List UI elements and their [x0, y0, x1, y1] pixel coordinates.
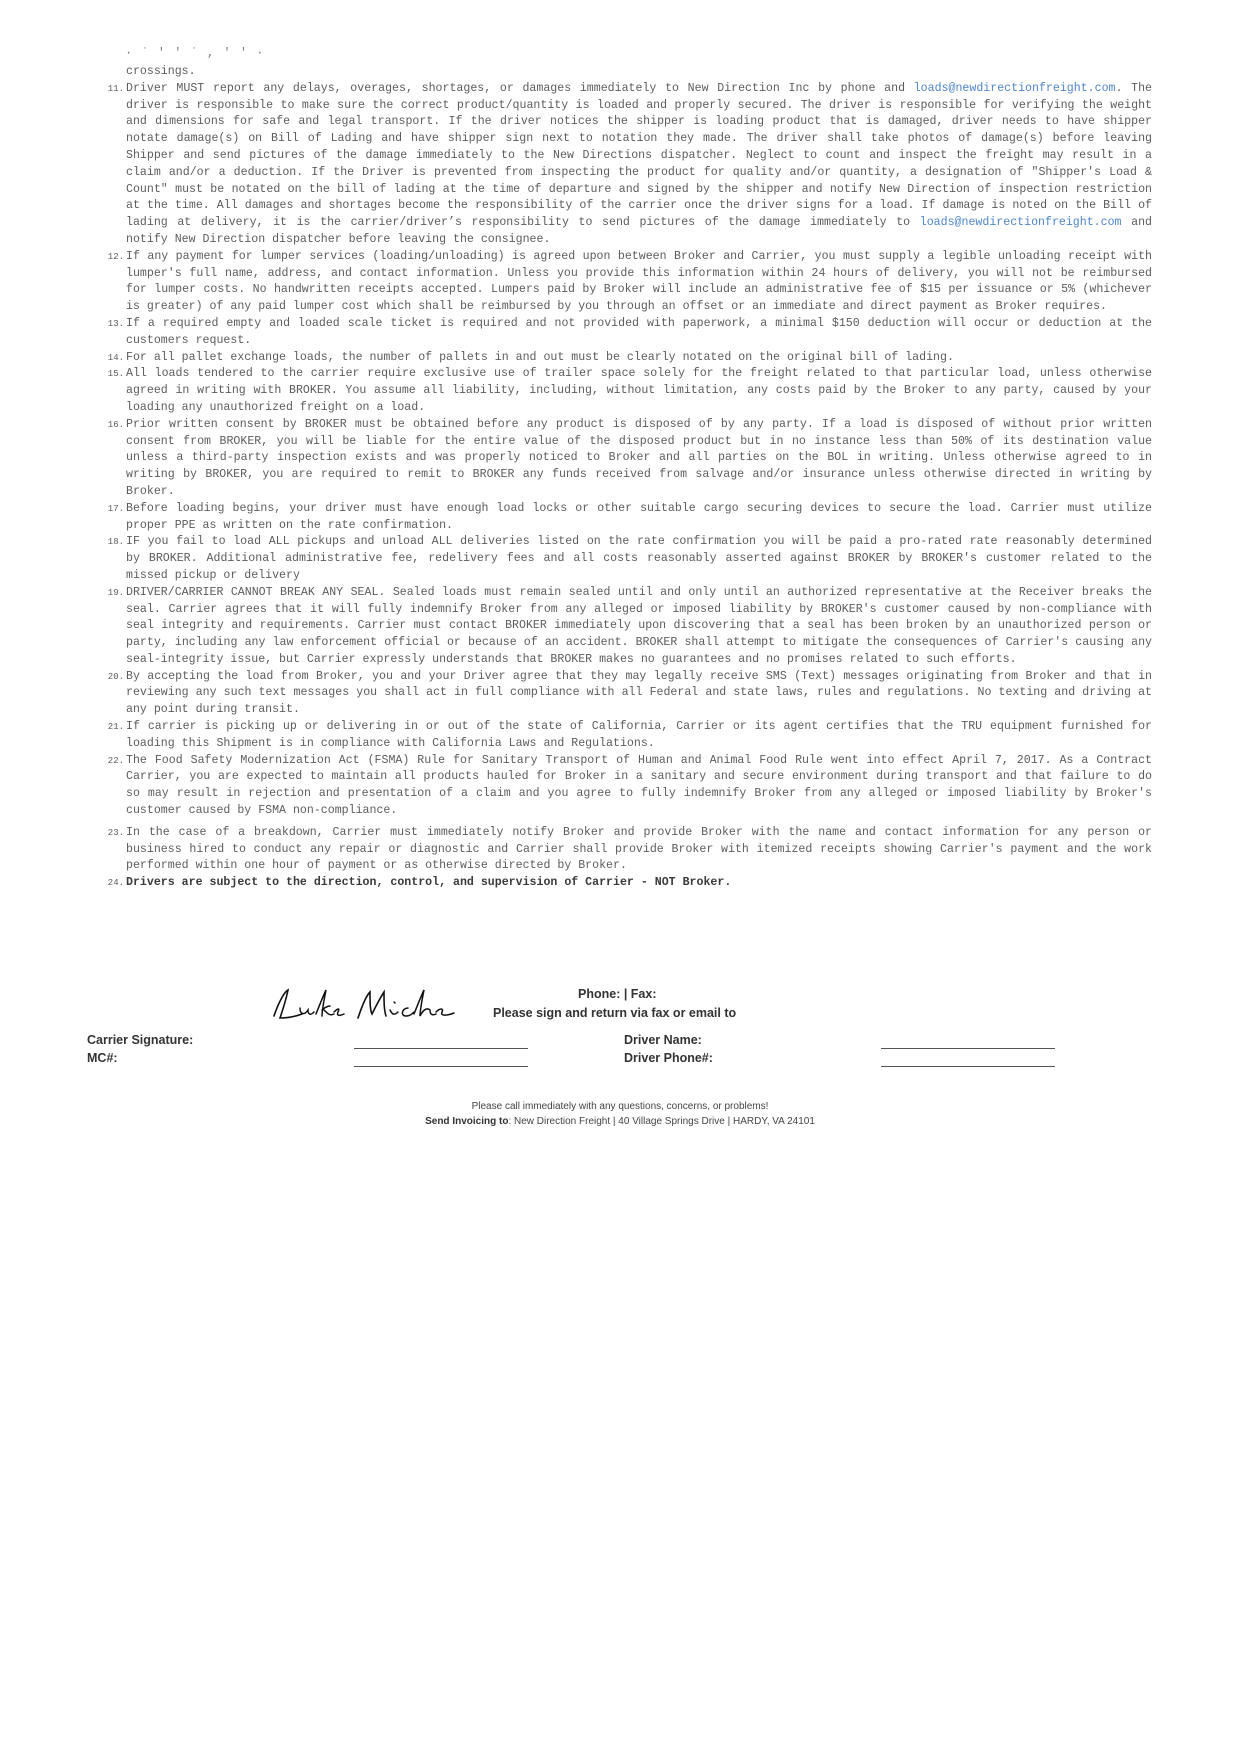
term-number: 24.	[107, 878, 124, 889]
term-text	[126, 82, 1152, 246]
driver-phone-line[interactable]	[881, 1066, 1055, 1067]
term-item	[107, 417, 1152, 501]
term-text-segment: For all pallet exchange loads, the number of pallets in and out must be clearly notated on the original bill of lading.	[126, 350, 954, 364]
driver-name-label: Driver Name:	[624, 1033, 702, 1047]
mc-line[interactable]	[354, 1066, 528, 1067]
term-text	[126, 876, 731, 889]
term-item	[107, 825, 1152, 875]
footer-invoice	[0, 1116, 1240, 1127]
term-number: 17.	[107, 503, 124, 514]
term-number: 16.	[107, 419, 124, 430]
term-text	[126, 418, 1152, 498]
term-text-segment: The Food Safety Modernization Act (FSMA) Rule for Sanitary Transport of Human and Animal Food Rule went into effect April 7, 2017. As a Contract Carrier, you are expected to maintain all products hauled for Broker in a sanitary and secure environment during transport and that failure to do so may result in rejection and presentation of a claim and you agree to fully indemnify Broker from any alleged or imposed liability by Broker's customer caused by FSMA non-compliance.	[126, 753, 1152, 818]
term-item	[107, 501, 1152, 535]
term-item	[107, 316, 1152, 350]
term-number: 23.	[107, 827, 124, 838]
invoice-label: Send Invoicing to	[425, 1116, 509, 1127]
driver-phone-label: Driver Phone#:	[624, 1051, 713, 1065]
term-item	[107, 669, 1152, 719]
continued-text: crossings.	[126, 65, 196, 78]
term-text-segment: By accepting the load from Broker, you and your Driver agree that they may legally receive SMS (Text) messages originating from Broker and that in reviewing any such text messages you shall act in full compliance with all Federal and state laws, rules and regulations. No texting and driving at any point during transit.	[126, 669, 1152, 717]
invoice-address: : New Direction Freight | 40 Village Springs Drive | HARDY, VA 24101	[508, 1116, 815, 1127]
term-item	[107, 81, 1152, 249]
term-text	[126, 351, 954, 364]
email-link[interactable]: loads@newdirectionfreight.com	[913, 81, 1116, 95]
term-text	[126, 826, 1152, 873]
terms-container	[0, 81, 1240, 892]
term-text	[126, 670, 1152, 717]
phone-fax-text: Phone: | Fax:	[578, 987, 657, 1001]
term-text-segment: Before loading begins, your driver must have enough load locks or other suitable cargo securing devices to secure the load. Carrier must utilize proper PPE as written on the rate confirmation.	[126, 501, 1152, 532]
email-link[interactable]: loads@newdirectionfreight.com	[919, 216, 1122, 230]
term-text-segment: If carrier is picking up or delivering in or out of the state of California, Carrier or its agent certifies that the TRU equipment furnished for loading this Shipment is in compliance with California Laws and Regulations.	[126, 720, 1152, 750]
term-number: 21.	[107, 722, 124, 733]
term-text-segment: IF you fail to load ALL pickups and unload ALL deliveries listed on the rate confirmation you will be paid a pro-rated rate reasonably determined by BROKER. Additional administrative fee, redelivery fees and all costs reasonably asserted against BROKER by BROKER's customer related to the missed pickup or delivery	[126, 535, 1152, 582]
handwritten-signature	[264, 980, 464, 1028]
term-text	[126, 367, 1152, 414]
term-text-segment: All loads tendered to the carrier require exclusive use of trailer space solely for the freight related to that particular load, unless otherwise agreed in writing with BROKER. You assume all liability, including, without limitation, any costs paid by the Broker to any party, caused by your loading any unauthorized freight on a load.	[126, 367, 1152, 414]
terms-list	[0, 64, 1240, 892]
term-item	[107, 719, 1152, 753]
term-number: 11.	[107, 83, 124, 94]
cutoff-text-line: · ˙ ' ' ˙ , ' ' ·	[125, 46, 265, 60]
carrier-signature-line[interactable]	[354, 1048, 528, 1049]
term-text-segment: and notify New Direction dispatcher before leaving the consignee.	[126, 216, 1152, 246]
driver-name-line[interactable]	[881, 1048, 1055, 1049]
term-text-segment: Prior written consent by BROKER must be obtained before any product is disposed of by any party. If a load is disposed of without prior written consent from BROKER, you will be liable for the entire value of the disposed product but in no instance less than 50% of its destination value unless a third-party inspection exists and was properly noticed to Broker and all parties on the BOL in writing. Unless otherwise agreed to in writing by BROKER, you are required to remit to BROKER any funds received from salvage and/or insurance unless otherwise directed in writing by Broker.	[126, 417, 1152, 498]
term-number: 14.	[107, 352, 124, 363]
term-item	[107, 350, 1152, 367]
term-text-segment: Drivers are subject to the direction, control, and supervision of Carrier - NOT Broker.	[126, 876, 732, 890]
term-number: 15.	[107, 369, 124, 380]
term-text-segment: If any payment for lumper services (loading/unloading) is agreed upon between Broker and Carrier, you must supply a legible unloading receipt with lumper's full name, address, and contact information. Unless you provide this information within 24 hours of delivery, you will not be reimbursed for lumper costs. No handwritten receipts accepted. Lumpers paid by Broker will include an administrative fee of $15 per issuance or 5% (whichever is greater) of any paid lumper cost which shall be reimbursed by you through an offset or an immediate and direct payment as Broker requires.	[126, 249, 1152, 314]
sign-return-instruction: Please sign and return via fax or email to	[493, 1006, 737, 1020]
term-item	[107, 753, 1152, 820]
term-text-segment: Driver MUST report any delays, overages, shortages, or damages immediately to New Direction Inc by phone and	[126, 81, 914, 95]
term-item	[107, 585, 1152, 669]
term-number: 12.	[107, 251, 124, 262]
term-text	[126, 317, 1152, 347]
term-item	[107, 534, 1152, 584]
term-text	[126, 754, 1152, 817]
term-number: 20.	[107, 671, 124, 682]
term-text	[126, 586, 1152, 666]
term-text	[126, 535, 1152, 582]
term-text-segment: If a required empty and loaded scale ticket is required and not provided with paperwork, a minimal $150 deduction will occur or deduction at the customers request.	[126, 316, 1152, 347]
term-text-segment: DRIVER/CARRIER CANNOT BREAK ANY SEAL. Sealed loads must remain sealed until and only until an authorized representative at the Receiver breaks the seal. Carrier agrees that it will fully indemnify Broker from any alleged or imposed liability by BROKER's customer caused by non-compliance with seal integrity and requirements. Carrier must contact BROKER immediately upon discovering that a seal has been broken by an unauthorized person or party, including any law enforcement official or because of an accident. BROKER shall attempt to mitigate the consequences of Carrier's causing any seal-integrity issue, but Carrier expressly understands that BROKER makes no guarantees and no promises related to such efforts.	[126, 585, 1152, 666]
term-number: 18.	[107, 537, 124, 548]
term-text-segment: . The driver is responsible to make sure the correct product/quantity is loaded and properly secured. The driver is responsible for verifying the weight and dimensions for safe and legal transport. If the driver notices the shipper is loading product that is damaged, driver needs to have shipper notate damage(s) on Bill of Lading and have shipper sign next to notation they made. The driver shall take photos of damage(s) before leaving Shipper and send pictures of the damage immediately to the New Directions dispatcher. Neglect to count and inspect the freight may result in a claim and/or a deduction. If the Driver is prevented from inspecting the product for quality and/or quantity, a designation of "Shipper's Load & Count" must be notated on the bill of lading at the time of departure and signed by the shipper and notify New Direction of inspection restriction at the time. All damages and shortages become the responsibility of the carrier once the driver signs for a load. If damage is noted on the Bill of lading at delivery, it is the carrier/driver’s responsibility to send pictures of the damage immediately to	[126, 81, 1152, 230]
term-item	[107, 249, 1152, 316]
term-text	[126, 720, 1152, 750]
term-item	[107, 875, 1152, 892]
term-number: 13.	[107, 318, 124, 329]
carrier-signature-label: Carrier Signature:	[87, 1033, 194, 1047]
term-text	[126, 502, 1152, 532]
footer-call-text: Please call immediately with any questions, concerns, or problems!	[471, 1101, 769, 1112]
term-number: 22.	[107, 755, 124, 766]
term-text	[126, 250, 1152, 313]
term-item	[107, 366, 1152, 416]
term-number: 19.	[107, 587, 124, 598]
mc-label: MC#:	[87, 1051, 118, 1065]
term-text-segment: In the case of a breakdown, Carrier must immediately notify Broker and provide Broker with the name and contact information for any person or business hired to conduct any repair or diagnostic and Carrier shall provide Broker with itemized receipts showing Carrier's payment and the work performed within one hour of payment or as otherwise directed by Broker.	[126, 825, 1152, 873]
